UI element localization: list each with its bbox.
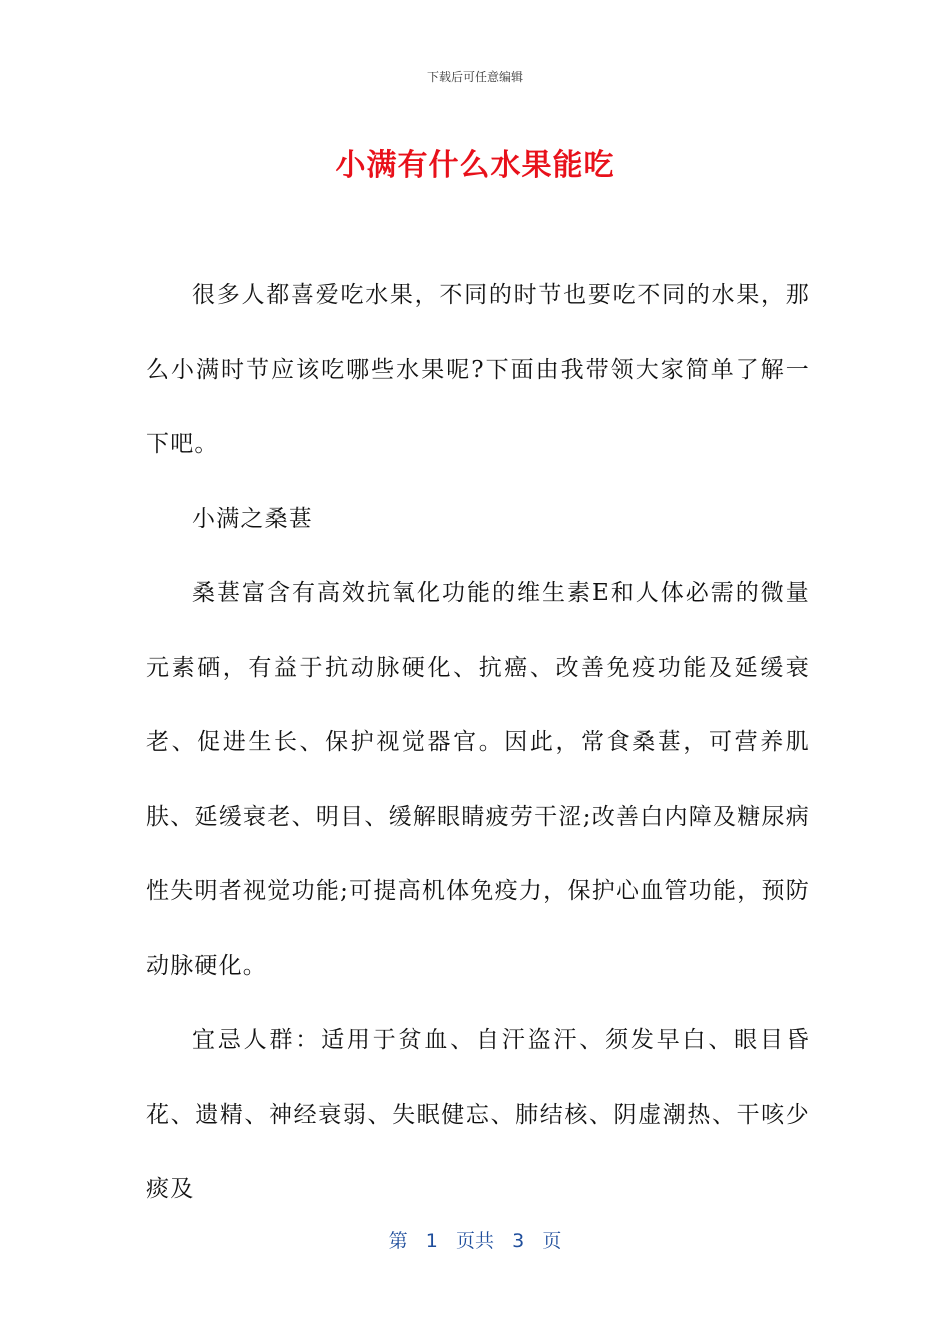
- footer-page-prefix: 第: [388, 1230, 408, 1252]
- page-footer: [0, 1226, 950, 1253]
- paragraph-intro: 很多人都喜爱吃水果，不同的时节也要吃不同的水果，那么小满时节应该吃哪些水果呢?下面由我带领大家简单了解一下吧。: [146, 282, 810, 457]
- footer-page-current: 1: [425, 1230, 438, 1252]
- footer-page-middle: 页共: [455, 1230, 494, 1252]
- footer-page-total: 3: [512, 1230, 525, 1252]
- document-body: [146, 258, 810, 1227]
- document-title: 小满有什么水果能吃: [335, 148, 615, 183]
- section-heading-mulberry: 小满之桑葚: [192, 505, 313, 532]
- footer-page-suffix: 页: [542, 1230, 562, 1252]
- header-note: 下载后可任意编辑: [426, 70, 523, 84]
- paragraph-mulberry-benefits: 桑葚富含有高效抗氧化功能的维生素E和人体必需的微量元素硒，有益于抗动脉硬化、抗癌、改善免疫功能及延缓衰老、促进生长、保护视觉器官。因此，常食桑葚，可营养肌肤、延缓衰老、明目、缓解眼睛疲劳干涩;改善白内障及糖尿病性失明者视觉功能;可提高机体免疫力，保护心血管功能，预防动脉硬化。: [146, 580, 810, 979]
- paragraph-suitable-people: 宜忌人群：适用于贫血、自汗盗汗、须发早白、眼目昏花、遗精、神经衰弱、失眠健忘、肺结核、阴虚潮热、干咳少痰及: [146, 1027, 810, 1202]
